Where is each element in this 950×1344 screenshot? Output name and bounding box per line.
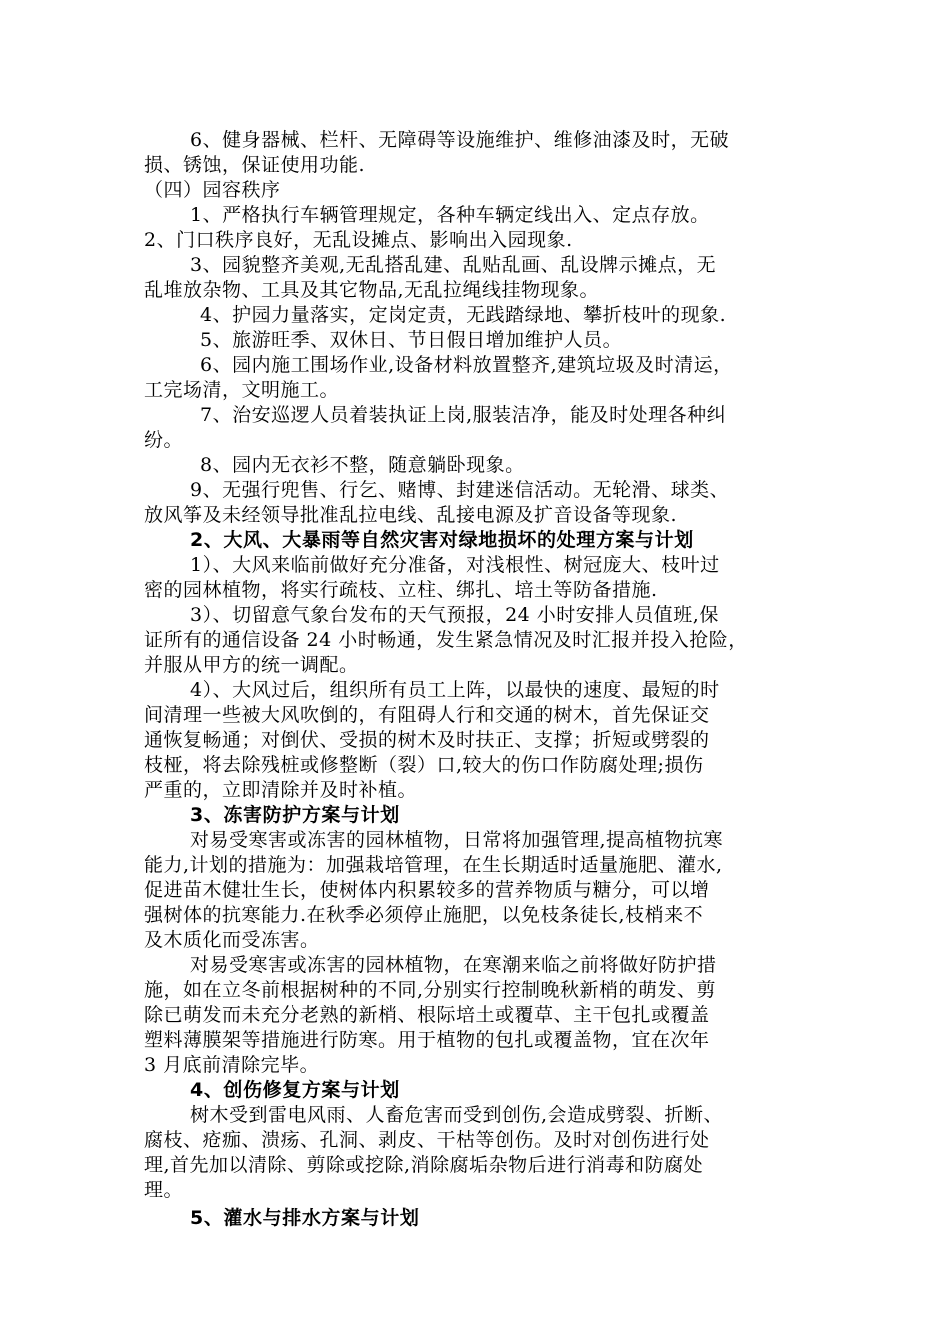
text-line: 工完场清，文明施工。 bbox=[144, 379, 340, 401]
text-line: 严重的，立即清除并及时补植。 bbox=[144, 779, 418, 801]
section-heading: 4、创伤修复方案与计划 bbox=[190, 1079, 400, 1101]
section-heading: 2、大风、大暴雨等自然灾害对绿地损坏的处理方案与计划 bbox=[190, 529, 694, 551]
text-line: 乱堆放杂物、工具及其它物品,无乱拉绳线挂物现象。 bbox=[144, 279, 600, 301]
text-line: 促进苗木健壮生长，使树体内积累较多的营养物质与糖分，可以增 bbox=[144, 879, 710, 901]
section-heading: 5、灌水与排水方案与计划 bbox=[190, 1207, 420, 1229]
section-heading: 3、冻害防护方案与计划 bbox=[190, 804, 400, 826]
text-line: 8、园内无衣衫不整，随意躺卧现象。 bbox=[200, 454, 525, 476]
text-line: 对易受寒害或冻害的园林植物，在寒潮来临之前将做好防护措 bbox=[190, 954, 717, 976]
text-line: 理,首先加以清除、剪除或挖除,消除腐垢杂物后进行消毒和防腐处 bbox=[144, 1154, 704, 1176]
text-line: 证所有的通信设备 24 小时畅通，发生紧急情况及时汇报并投入抢险， bbox=[144, 629, 748, 651]
text-line: 施，如在立冬前根据树种的不同,分别实行控制晚秋新梢的萌发、剪 bbox=[144, 979, 717, 1001]
text-line: 理。 bbox=[144, 1179, 184, 1201]
text-line: 3、园貌整齐美观,无乱搭乱建、乱贴乱画、乱设牌示摊点，无 bbox=[190, 254, 717, 276]
text-line: 1）、大风来临前做好充分准备，对浅根性、树冠庞大、枝叶过 bbox=[190, 554, 720, 576]
text-line: 2、门口秩序良好，无乱设摊点、影响出入园现象. bbox=[144, 229, 573, 251]
text-line: 9、无强行兜售、行乞、赌博、封建迷信活动。无轮滑、球类、 bbox=[190, 479, 730, 501]
text-line: 除已萌发而未充分老熟的新梢、根际培土或覆草、主干包扎或覆盖 bbox=[144, 1004, 710, 1026]
text-line: 对易受寒害或冻害的园林植物，日常将加强管理,提高植物抗寒 bbox=[190, 829, 724, 851]
text-line: 能力,计划的措施为：加强栽培管理，在生长期适时适量施肥、灌水, bbox=[144, 854, 723, 876]
text-line: 纷。 bbox=[144, 429, 184, 451]
text-line: 6、健身器械、栏杆、无障碍等设施维护、维修油漆及时，无破 bbox=[190, 129, 730, 151]
text-line: 塑料薄膜架等措施进行防寒。用于植物的包扎或覆盖物，宜在次年 bbox=[144, 1029, 710, 1051]
text-line: 强树体的抗寒能力.在秋季必须停止施肥，以免枝条徒长,枝梢来不 bbox=[144, 904, 704, 926]
text-line: 3）、切留意气象台发布的天气预报，24 小时安排人员值班,保 bbox=[190, 604, 719, 626]
text-line: 7、治安巡逻人员着装执证上岗,服装洁净，能及时处理各种纠 bbox=[200, 404, 727, 426]
text-line: 放风筝及未经领导批准乱拉电线、乱接电源及扩音设备等现象. bbox=[144, 504, 678, 526]
text-line: 通恢复畅通；对倒伏、受损的树木及时扶正、支撑；折短或劈裂的 bbox=[144, 729, 710, 751]
text-line: 5、旅游旺季、双休日、节日假日增加维护人员。 bbox=[200, 329, 623, 351]
text-line: 6、园内施工围场作业,设备材料放置整齐,建筑垃圾及时清运， bbox=[200, 354, 733, 376]
text-line: 3 月底前清除完毕。 bbox=[144, 1054, 320, 1076]
text-line: 枝桠，将去除残桩或修整断（裂）口,较大的伤口作防腐处理;损伤 bbox=[144, 754, 704, 776]
text-line: 1、严格执行车辆管理规定，各种车辆定线出入、定点存放。 bbox=[190, 204, 710, 226]
text-line: 腐枝、疮痂、溃疡、孔洞、剥皮、干枯等创伤。及时对创伤进行处 bbox=[144, 1129, 710, 1151]
text-line: 4）、大风过后，组织所有员工上阵，以最快的速度、最短的时 bbox=[190, 679, 720, 701]
text-line: 间清理一些被大风吹倒的，有阻碍人行和交通的树木，首先保证交 bbox=[144, 704, 710, 726]
text-line: 损、锈蚀，保证使用功能. bbox=[144, 154, 366, 176]
text-line: 树木受到雷电风雨、人畜危害而受到创伤,会造成劈裂、折断、 bbox=[190, 1104, 724, 1126]
text-line: 及木质化而受冻害。 bbox=[144, 929, 320, 951]
section-heading: （四）园容秩序 bbox=[144, 179, 281, 201]
text-line: 4、护园力量落实，定岗定责，无践踏绿地、攀折枝叶的现象. bbox=[200, 304, 727, 326]
text-line: 并服从甲方的统一调配。 bbox=[144, 654, 359, 676]
text-line: 密的园林植物，将实行疏枝、立柱、绑扎、培土等防备措施. bbox=[144, 579, 658, 601]
